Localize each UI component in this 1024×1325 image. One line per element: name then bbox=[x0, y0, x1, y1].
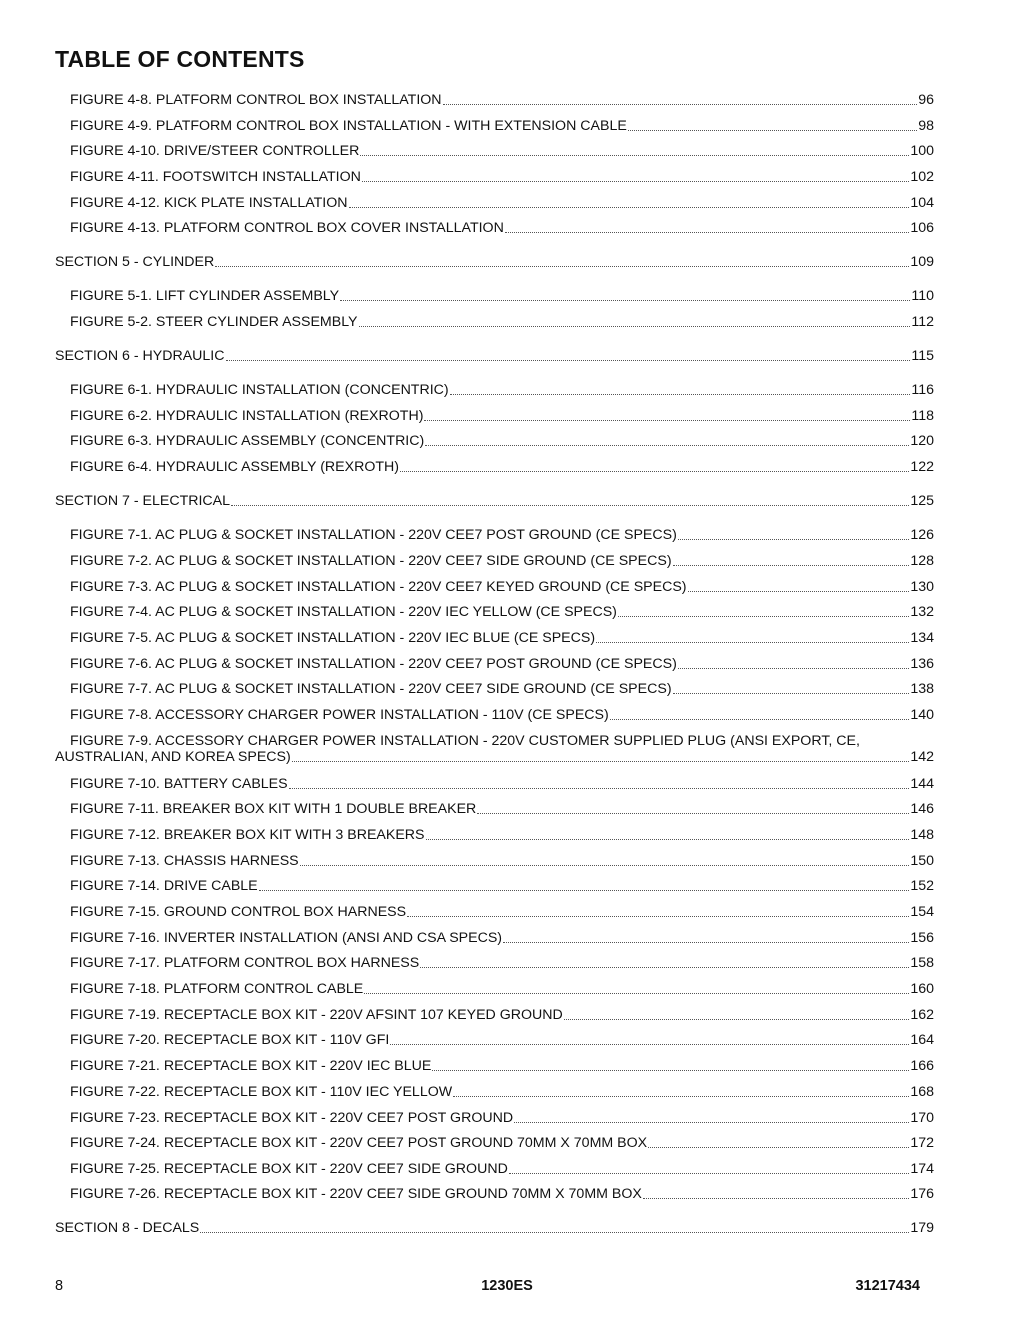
toc-figure-entry[interactable] bbox=[70, 169, 934, 185]
toc-figure-entry[interactable] bbox=[70, 1110, 934, 1126]
toc-entry-label: FIGURE 7-14. DRIVE CABLE bbox=[70, 878, 258, 894]
dot-leader bbox=[425, 444, 909, 446]
toc-entry-label: FIGURE 7-12. BREAKER BOX KIT WITH 3 BREAKERS bbox=[70, 827, 425, 843]
toc-entry-label: SECTION 8 - DECALS bbox=[55, 1220, 200, 1236]
dot-leader bbox=[503, 941, 909, 943]
toc-entry-label: FIGURE 7-3. AC PLUG & SOCKET INSTALLATION - 220V CEE7 KEYED GROUND (CE SPECS) bbox=[70, 579, 687, 595]
toc-entry-page: 115 bbox=[911, 348, 934, 364]
toc-entry-page: 109 bbox=[910, 254, 934, 270]
toc-figure-entry[interactable] bbox=[70, 433, 934, 449]
footer-page-number: 8 bbox=[55, 1278, 64, 1294]
toc-figure-entry[interactable] bbox=[70, 92, 934, 108]
toc-entry-page: 104 bbox=[910, 195, 934, 211]
toc-entry-page: 160 bbox=[910, 981, 934, 997]
dot-leader bbox=[390, 1043, 909, 1045]
toc-entry-page: 136 bbox=[910, 656, 934, 672]
toc-entry-label: FIGURE 7-11. BREAKER BOX KIT WITH 1 DOUBLE BREAKER bbox=[70, 801, 477, 817]
toc-section-entry[interactable] bbox=[55, 348, 934, 364]
dot-leader bbox=[564, 1018, 910, 1020]
toc-entry-page: 138 bbox=[910, 681, 934, 697]
dot-leader bbox=[400, 470, 909, 472]
toc-entry-label: FIGURE 5-1. LIFT CYLINDER ASSEMBLY bbox=[70, 288, 340, 304]
dot-leader bbox=[678, 538, 910, 540]
toc-figure-entry[interactable] bbox=[70, 220, 934, 236]
dot-leader bbox=[360, 154, 909, 156]
dot-leader bbox=[426, 838, 910, 840]
toc-figure-entry[interactable] bbox=[70, 1084, 934, 1100]
toc-entry-label: FIGURE 7-8. ACCESSORY CHARGER POWER INSTALLATION - 110V (CE SPECS) bbox=[70, 707, 609, 723]
toc-entry-label: FIGURE 4-13. PLATFORM CONTROL BOX COVER INSTALLATION bbox=[70, 220, 504, 236]
dot-leader bbox=[359, 325, 911, 327]
dot-leader bbox=[226, 359, 911, 361]
footer-doc-number: 31217434 bbox=[855, 1278, 920, 1294]
dot-leader bbox=[432, 1069, 909, 1071]
dot-leader bbox=[292, 760, 910, 762]
toc-entry-page: 98 bbox=[918, 118, 934, 134]
toc-figure-entry[interactable] bbox=[70, 195, 934, 211]
toc-entry-label: FIGURE 7-15. GROUND CONTROL BOX HARNESS bbox=[70, 904, 407, 920]
footer-model: 1230ES bbox=[481, 1278, 533, 1294]
toc-entry-page: 179 bbox=[910, 1220, 934, 1236]
dot-leader bbox=[453, 1095, 909, 1097]
toc-entry-label: FIGURE 6-1. HYDRAULIC INSTALLATION (CONCENTRIC) bbox=[70, 382, 449, 398]
dot-leader bbox=[678, 667, 910, 669]
toc-entry-label: FIGURE 7-24. RECEPTACLE BOX KIT - 220V CEE7 POST GROUND 70MM X 70MM BOX bbox=[70, 1135, 648, 1151]
toc-entry-label: FIGURE 7-4. AC PLUG & SOCKET INSTALLATION - 220V IEC YELLOW (CE SPECS) bbox=[70, 604, 617, 620]
toc-entry-label: FIGURE 4-11. FOOTSWITCH INSTALLATION bbox=[70, 169, 361, 185]
toc-figure-entry[interactable] bbox=[70, 827, 934, 843]
dot-leader bbox=[362, 180, 909, 182]
toc-section-entry[interactable] bbox=[55, 1220, 934, 1236]
toc-entry-label: FIGURE 7-5. AC PLUG & SOCKET INSTALLATION - 220V IEC BLUE (CE SPECS) bbox=[70, 630, 596, 646]
dot-leader bbox=[514, 1121, 909, 1123]
toc-entry-page: 132 bbox=[910, 604, 934, 620]
toc-entry-page: 116 bbox=[911, 382, 934, 398]
toc-figure-entry[interactable] bbox=[70, 1007, 934, 1023]
toc-entry-page: 118 bbox=[911, 408, 934, 424]
toc-entry-page: 128 bbox=[910, 553, 934, 569]
toc-entry-page: 168 bbox=[910, 1084, 934, 1100]
toc-figure-entry[interactable] bbox=[70, 1058, 934, 1074]
toc-figure-entry[interactable] bbox=[70, 656, 934, 672]
toc-entry-page: 170 bbox=[910, 1110, 934, 1126]
toc-entry-page: 144 bbox=[910, 776, 934, 792]
toc-entry-label: FIGURE 7-18. PLATFORM CONTROL CABLE bbox=[70, 981, 364, 997]
dot-leader bbox=[628, 129, 917, 131]
toc-entry-label: FIGURE 7-13. CHASSIS HARNESS bbox=[70, 853, 299, 869]
toc-figure-entry[interactable] bbox=[70, 878, 934, 894]
toc-entry-page: 106 bbox=[910, 220, 934, 236]
toc-figure-entry[interactable] bbox=[70, 459, 934, 475]
toc-figure-entry[interactable] bbox=[70, 604, 934, 620]
toc-figure-entry[interactable] bbox=[70, 681, 934, 697]
toc-entry-label: FIGURE 7-25. RECEPTACLE BOX KIT - 220V CEE7 SIDE GROUND bbox=[70, 1161, 508, 1177]
toc-section-entry[interactable] bbox=[55, 493, 934, 509]
toc-entry-label: FIGURE 7-21. RECEPTACLE BOX KIT - 220V IEC BLUE bbox=[70, 1058, 432, 1074]
dot-leader bbox=[289, 787, 910, 789]
toc-figure-entry[interactable] bbox=[70, 955, 934, 971]
toc-entry-page: 126 bbox=[910, 527, 934, 543]
toc-entry-page: 164 bbox=[910, 1032, 934, 1048]
toc-figure-entry[interactable] bbox=[70, 143, 934, 159]
toc-figure-entry[interactable] bbox=[70, 1161, 934, 1177]
dot-leader bbox=[407, 915, 909, 917]
toc-entry-label: FIGURE 7-22. RECEPTACLE BOX KIT - 110V IEC YELLOW bbox=[70, 1084, 453, 1100]
toc-entry-label: FIGURE 7-20. RECEPTACLE BOX KIT - 110V GFI bbox=[70, 1032, 390, 1048]
toc-entry-label: FIGURE 7-6. AC PLUG & SOCKET INSTALLATION - 220V CEE7 POST GROUND (CE SPECS) bbox=[70, 656, 677, 672]
toc-entry-label: FIGURE 7-16. INVERTER INSTALLATION (ANSI AND CSA SPECS) bbox=[70, 930, 503, 946]
toc-figure-entry[interactable] bbox=[70, 382, 934, 398]
toc-entry-page: 176 bbox=[910, 1186, 934, 1202]
toc-entry-page: 122 bbox=[910, 459, 934, 475]
toc-entry-label: FIGURE 4-12. KICK PLATE INSTALLATION bbox=[70, 195, 348, 211]
toc-entry-page: 172 bbox=[910, 1135, 934, 1151]
dot-leader bbox=[509, 1172, 909, 1174]
toc-entry-label: FIGURE 7-2. AC PLUG & SOCKET INSTALLATION - 220V CEE7 SIDE GROUND (CE SPECS) bbox=[70, 553, 672, 569]
toc-figure-entry[interactable] bbox=[70, 1135, 934, 1151]
toc-figure-entry[interactable] bbox=[70, 288, 934, 304]
toc-entry-page: 148 bbox=[910, 827, 934, 843]
dot-leader bbox=[300, 864, 910, 866]
toc-entry-page: 146 bbox=[910, 801, 934, 817]
dot-leader bbox=[618, 615, 909, 617]
toc-figure-entry[interactable] bbox=[70, 1186, 934, 1202]
dot-leader bbox=[505, 231, 909, 233]
toc-entry-label: FIGURE 7-19. RECEPTACLE BOX KIT - 220V AFSINT 107 KEYED GROUND bbox=[70, 1007, 563, 1023]
toc-entry-page: 150 bbox=[910, 853, 934, 869]
toc-entry-label: FIGURE 7-26. RECEPTACLE BOX KIT - 220V CEE7 SIDE GROUND 70MM X 70MM BOX bbox=[70, 1186, 642, 1202]
toc-entry-label: FIGURE 4-10. DRIVE/STEER CONTROLLER bbox=[70, 143, 360, 159]
toc-figure-entry[interactable] bbox=[70, 1032, 934, 1048]
toc-entry-label: FIGURE 4-9. PLATFORM CONTROL BOX INSTALLATION - WITH EXTENSION CABLE bbox=[70, 118, 627, 134]
toc-figure-entry[interactable] bbox=[70, 707, 934, 723]
toc-figure-entry[interactable] bbox=[55, 733, 934, 765]
toc-entry-label: FIGURE 7-9. ACCESSORY CHARGER POWER INSTALLATION - 220V CUSTOMER SUPPLIED PLUG (ANSI EXPORT, CE, bbox=[70, 733, 860, 749]
toc-entry-page: 120 bbox=[910, 433, 934, 449]
toc-entry-page: 154 bbox=[910, 904, 934, 920]
toc-figure-entry[interactable] bbox=[70, 579, 934, 595]
toc-entry-label: SECTION 7 - ELECTRICAL bbox=[55, 493, 231, 509]
toc-entry-page: 102 bbox=[910, 169, 934, 185]
toc-figure-entry[interactable] bbox=[70, 981, 934, 997]
toc-entry-page: 156 bbox=[910, 930, 934, 946]
toc-entry-label: FIGURE 6-4. HYDRAULIC ASSEMBLY (REXROTH) bbox=[70, 459, 400, 475]
dot-leader bbox=[443, 103, 918, 105]
dot-leader bbox=[610, 718, 910, 720]
dot-leader bbox=[200, 1231, 909, 1233]
toc-entry-label: FIGURE 4-8. PLATFORM CONTROL BOX INSTALLATION bbox=[70, 92, 442, 108]
toc-entry-page: 110 bbox=[911, 288, 934, 304]
dot-leader bbox=[424, 419, 910, 421]
toc-entry-page: 174 bbox=[910, 1161, 934, 1177]
toc-entry-page: 96 bbox=[918, 92, 934, 108]
dot-leader bbox=[673, 692, 910, 694]
toc-entry-page: 162 bbox=[910, 1007, 934, 1023]
toc-entry-label: FIGURE 6-3. HYDRAULIC ASSEMBLY (CONCENTRIC) bbox=[70, 433, 425, 449]
dot-leader bbox=[215, 265, 909, 267]
dot-leader bbox=[673, 564, 910, 566]
dot-leader bbox=[349, 206, 910, 208]
toc-figure-entry[interactable] bbox=[70, 776, 934, 792]
dot-leader bbox=[364, 992, 909, 994]
toc-figure-entry[interactable] bbox=[70, 314, 934, 330]
toc-entry-label: FIGURE 7-1. AC PLUG & SOCKET INSTALLATION - 220V CEE7 POST GROUND (CE SPECS) bbox=[70, 527, 677, 543]
toc-entry-label: FIGURE 5-2. STEER CYLINDER ASSEMBLY bbox=[70, 314, 358, 330]
toc-entry-page: 125 bbox=[910, 493, 934, 509]
toc-figure-entry[interactable] bbox=[70, 853, 934, 869]
toc-entry-label: FIGURE 7-17. PLATFORM CONTROL BOX HARNESS bbox=[70, 955, 420, 971]
toc-entry-label: SECTION 5 - CYLINDER bbox=[55, 254, 215, 270]
dot-leader bbox=[420, 966, 909, 968]
toc-entry-label: FIGURE 7-10. BATTERY CABLES bbox=[70, 776, 288, 792]
dot-leader bbox=[259, 889, 910, 891]
toc-entry-page: 112 bbox=[911, 314, 934, 330]
toc-figure-entry[interactable] bbox=[70, 930, 934, 946]
dot-leader bbox=[596, 641, 909, 643]
dot-leader bbox=[477, 812, 909, 814]
toc-entry-page: 140 bbox=[910, 707, 934, 723]
toc-entry-label: FIGURE 6-2. HYDRAULIC INSTALLATION (REXROTH) bbox=[70, 408, 424, 424]
toc-entry-page: 142 bbox=[910, 749, 934, 765]
dot-leader bbox=[340, 299, 910, 301]
page-title: TABLE OF CONTENTS bbox=[55, 46, 305, 72]
toc-entry-label: FIGURE 7-7. AC PLUG & SOCKET INSTALLATION - 220V CEE7 SIDE GROUND (CE SPECS) bbox=[70, 681, 672, 697]
dot-leader bbox=[648, 1146, 909, 1148]
toc-figure-entry[interactable] bbox=[70, 118, 934, 134]
dot-leader bbox=[643, 1197, 909, 1199]
dot-leader bbox=[688, 590, 910, 592]
toc-entry-page: 152 bbox=[910, 878, 934, 894]
toc-figure-entry[interactable] bbox=[70, 904, 934, 920]
toc-entry-page: 130 bbox=[910, 579, 934, 595]
toc-entry-page: 100 bbox=[910, 143, 934, 159]
toc-entry-page: 166 bbox=[910, 1058, 934, 1074]
toc-entry-page: 158 bbox=[910, 955, 934, 971]
toc-section-entry[interactable] bbox=[55, 254, 934, 270]
dot-leader bbox=[231, 504, 909, 506]
toc-entry-label: SECTION 6 - HYDRAULIC bbox=[55, 348, 225, 364]
toc-figure-entry[interactable] bbox=[70, 801, 934, 817]
toc-figure-entry[interactable] bbox=[70, 553, 934, 569]
toc-entry-page: 134 bbox=[910, 630, 934, 646]
toc-figure-entry[interactable] bbox=[70, 630, 934, 646]
toc-figure-entry[interactable] bbox=[70, 527, 934, 543]
toc-entry-label-continued: AUSTRALIAN, AND KOREA SPECS) bbox=[55, 749, 291, 765]
dot-leader bbox=[450, 393, 911, 395]
toc-figure-entry[interactable] bbox=[70, 408, 934, 424]
toc-entry-label: FIGURE 7-23. RECEPTACLE BOX KIT - 220V CEE7 POST GROUND bbox=[70, 1110, 514, 1126]
